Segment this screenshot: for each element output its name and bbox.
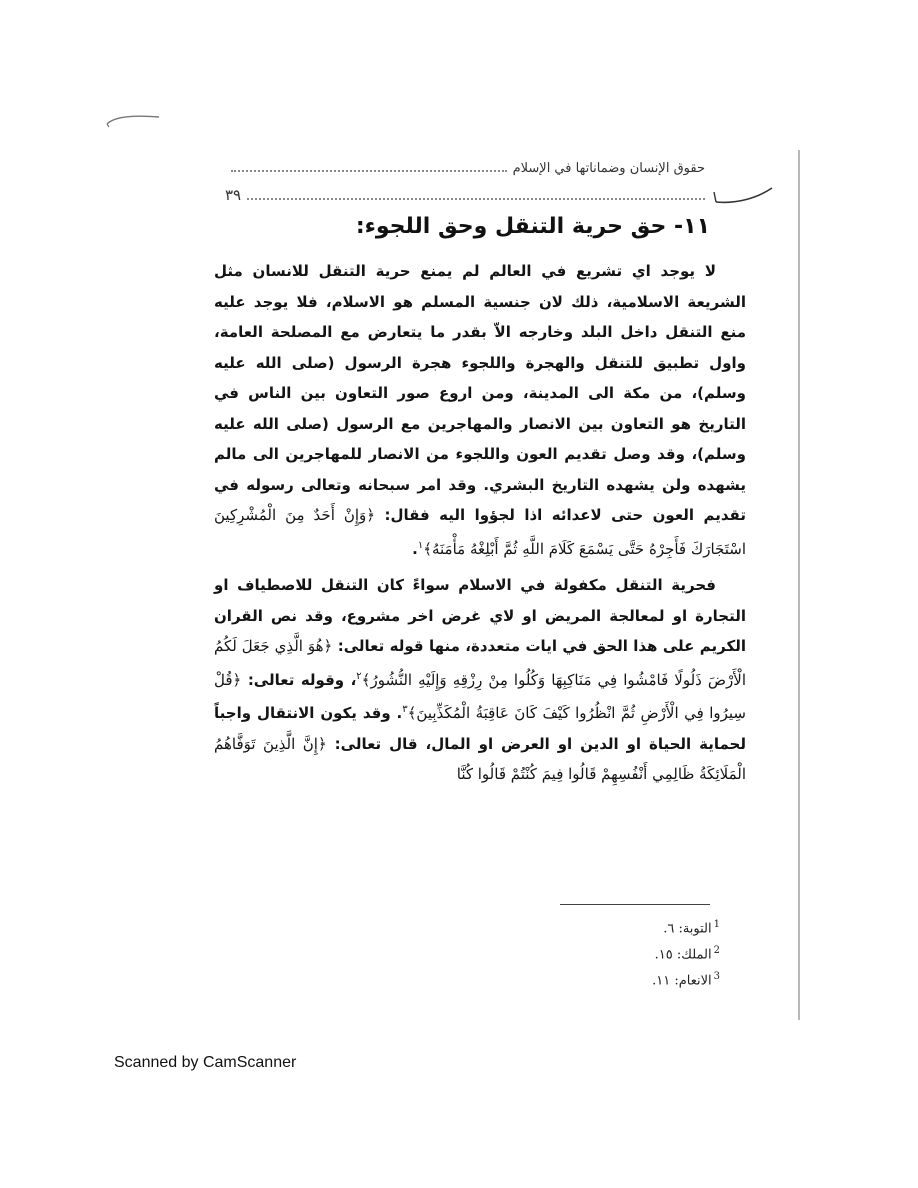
- quran-verse: ﴿قُلْ سِيرُوا فِي الْأَرْضِ ثُمَّ انْظُرُوا كَيْفَ كَانَ عَاقِبَةُ الْمُكَذِّبِينَ﴾: [214, 670, 746, 722]
- page-number: ٣٩: [225, 186, 242, 204]
- paragraph-text: ، وقوله تعالى:: [247, 670, 357, 689]
- footnote-text: التوبة: ٦.: [663, 921, 712, 937]
- footnote-text: الانعام: ١١.: [652, 973, 712, 989]
- footnote-ref: ٣: [402, 704, 408, 715]
- footnote-item: [560, 938, 720, 964]
- pen-stroke-mark: [105, 112, 161, 128]
- paragraph: لا يوجد اي تشريع في العالم لم يمنع حرية التنقل للانسان مثل الشريعة الاسلامية، ذلك لان جنسية المسلم هو الاسلام، فلا يوجد عليه منع التنقل داخل البلد وخارجه الاّ بقدر ما يتعارض مع المصلحة العامة، واول تطبيق للتنقل والهجرة واللجوء هجرة الرسول (صلى الله عليه وسلم)، من مكة الى المدينة، ومن اروع صور التعاون بين الناس في التاريخ هو التعاون بين الانصار والمهاجرين مع الرسول (صلى الله عليه وسلم)، وقد وصل تقديم العون واللجوء من الانصار للمهاجرين الى مالم يشهده ولن يشهده التاريخ البشري. وقد امر سبحانه وتعالى رسوله في تقديم العون حتى لاعدائه اذا لجؤوا اليه فقال: ﴿وَإِنْ أَحَدٌ مِنَ الْمُشْرِكِينَ اسْتَجَارَكَ فَأَجِرْهُ حَتَّى يَسْمَعَ كَلَامَ اللَّهِ ثُمَّ أَبْلِغْهُ مَأْمَنَهُ﴾$^١$.: [214, 262, 746, 558]
- footnote-marker: 3: [713, 971, 720, 982]
- paragraph: [214, 570, 746, 790]
- running-header: [225, 160, 705, 176]
- footnote-item: [560, 964, 720, 990]
- footnote-marker: 1: [713, 919, 720, 930]
- quran-verse: ﴿إِنَّ الَّذِينَ تَوَفَّاهُمُ الْمَلَائِكَةُ ظَالِمِي أَنْفُسِهِمْ قَالُوا فِيمَ كُنْتُمْ قَالُوا كُنَّا: [214, 734, 746, 783]
- pen-stroke-curve: [712, 186, 774, 208]
- quran-verse: ﴿وَإِنْ أَحَدٌ مِنَ الْمُشْرِكِينَ اسْتَجَارَكَ فَأَجِرْهُ حَتَّى يَسْمَعَ كَلَامَ اللَّهِ ثُمَّ أَبْلِغْهُ مَأْمَنَهُ﴾: [214, 506, 746, 558]
- footnote-ref: ١: [417, 539, 424, 551]
- quran-verse: ﴿هُوَ الَّذِي جَعَلَ لَكُمُ الْأَرْضَ ذَلُولًا فَامْشُوا فِي مَنَاكِبِهَا وَكُلُوا مِنْ رِزْقِهِ وَإِلَيْهِ النُّشُورُ﴾: [214, 637, 746, 689]
- paragraph-text: لا يوجد اي تشريع في العالم لم يمنع حرية التنقل للانسان مثل الشريعة الاسلامية، ذلك لان جنسية المسلم هو الاسلام، فلا يوجد عليه منع التنقل داخل البلد وخارجه الاّ بقدر ما يتعارض مع المصلحة العامة، واول تطبيق للتنقل والهجرة واللجوء هجرة الرسول (صلى الله عليه وسلم)، من مكة الى المدينة، ومن اروع صور التعاون بين الناس في التاريخ هو التعاون بين الانصار والمهاجرين مع الرسول (صلى الله عليه وسلم)، وقد وصل تقديم العون واللجوء من الانصار للمهاجرين الى مالم يشهده ولن يشهده التاريخ البشري. وقد امر سبحانه وتعالى رسوله في تقديم العون حتى لاعدائه اذا لجؤوا اليه فقال:: [214, 262, 746, 524]
- leader-dots: [231, 160, 507, 172]
- scan-page-edge: [798, 150, 800, 1020]
- body-text: [214, 256, 746, 790]
- footnote-item: [560, 912, 720, 938]
- page-number-row: [225, 186, 705, 204]
- footnote-ref: ٢: [356, 670, 362, 682]
- footnote-marker: 2: [713, 945, 720, 956]
- footnote-divider: [560, 904, 710, 905]
- scanner-watermark: Scanned by CamScanner: [114, 1054, 297, 1071]
- footnotes: [560, 912, 720, 990]
- leader-dots: [247, 188, 705, 200]
- footnote-text: الملك: ١٥.: [654, 947, 712, 963]
- paragraph-text: فحرية التنقل مكفولة في الاسلام سواءً كان التنقل للاصطياف او التجارة او لمعالجة المريض او لاي غرض اخر مشروع، وقد نص القران الكريم على هذا الحق في ايات متعددة، منها قوله تعالى:: [214, 576, 746, 655]
- section-heading: ١١- حق حرية التنقل وحق اللجوء:: [355, 214, 710, 239]
- running-header-title: حقوق الإنسان وضماناتها في الإسلام: [512, 161, 705, 176]
- paragraph-text: . وقد يكون الانتقال واجباً لحماية الحياة او الدين او العرض او المال، قال تعالى:: [214, 704, 746, 753]
